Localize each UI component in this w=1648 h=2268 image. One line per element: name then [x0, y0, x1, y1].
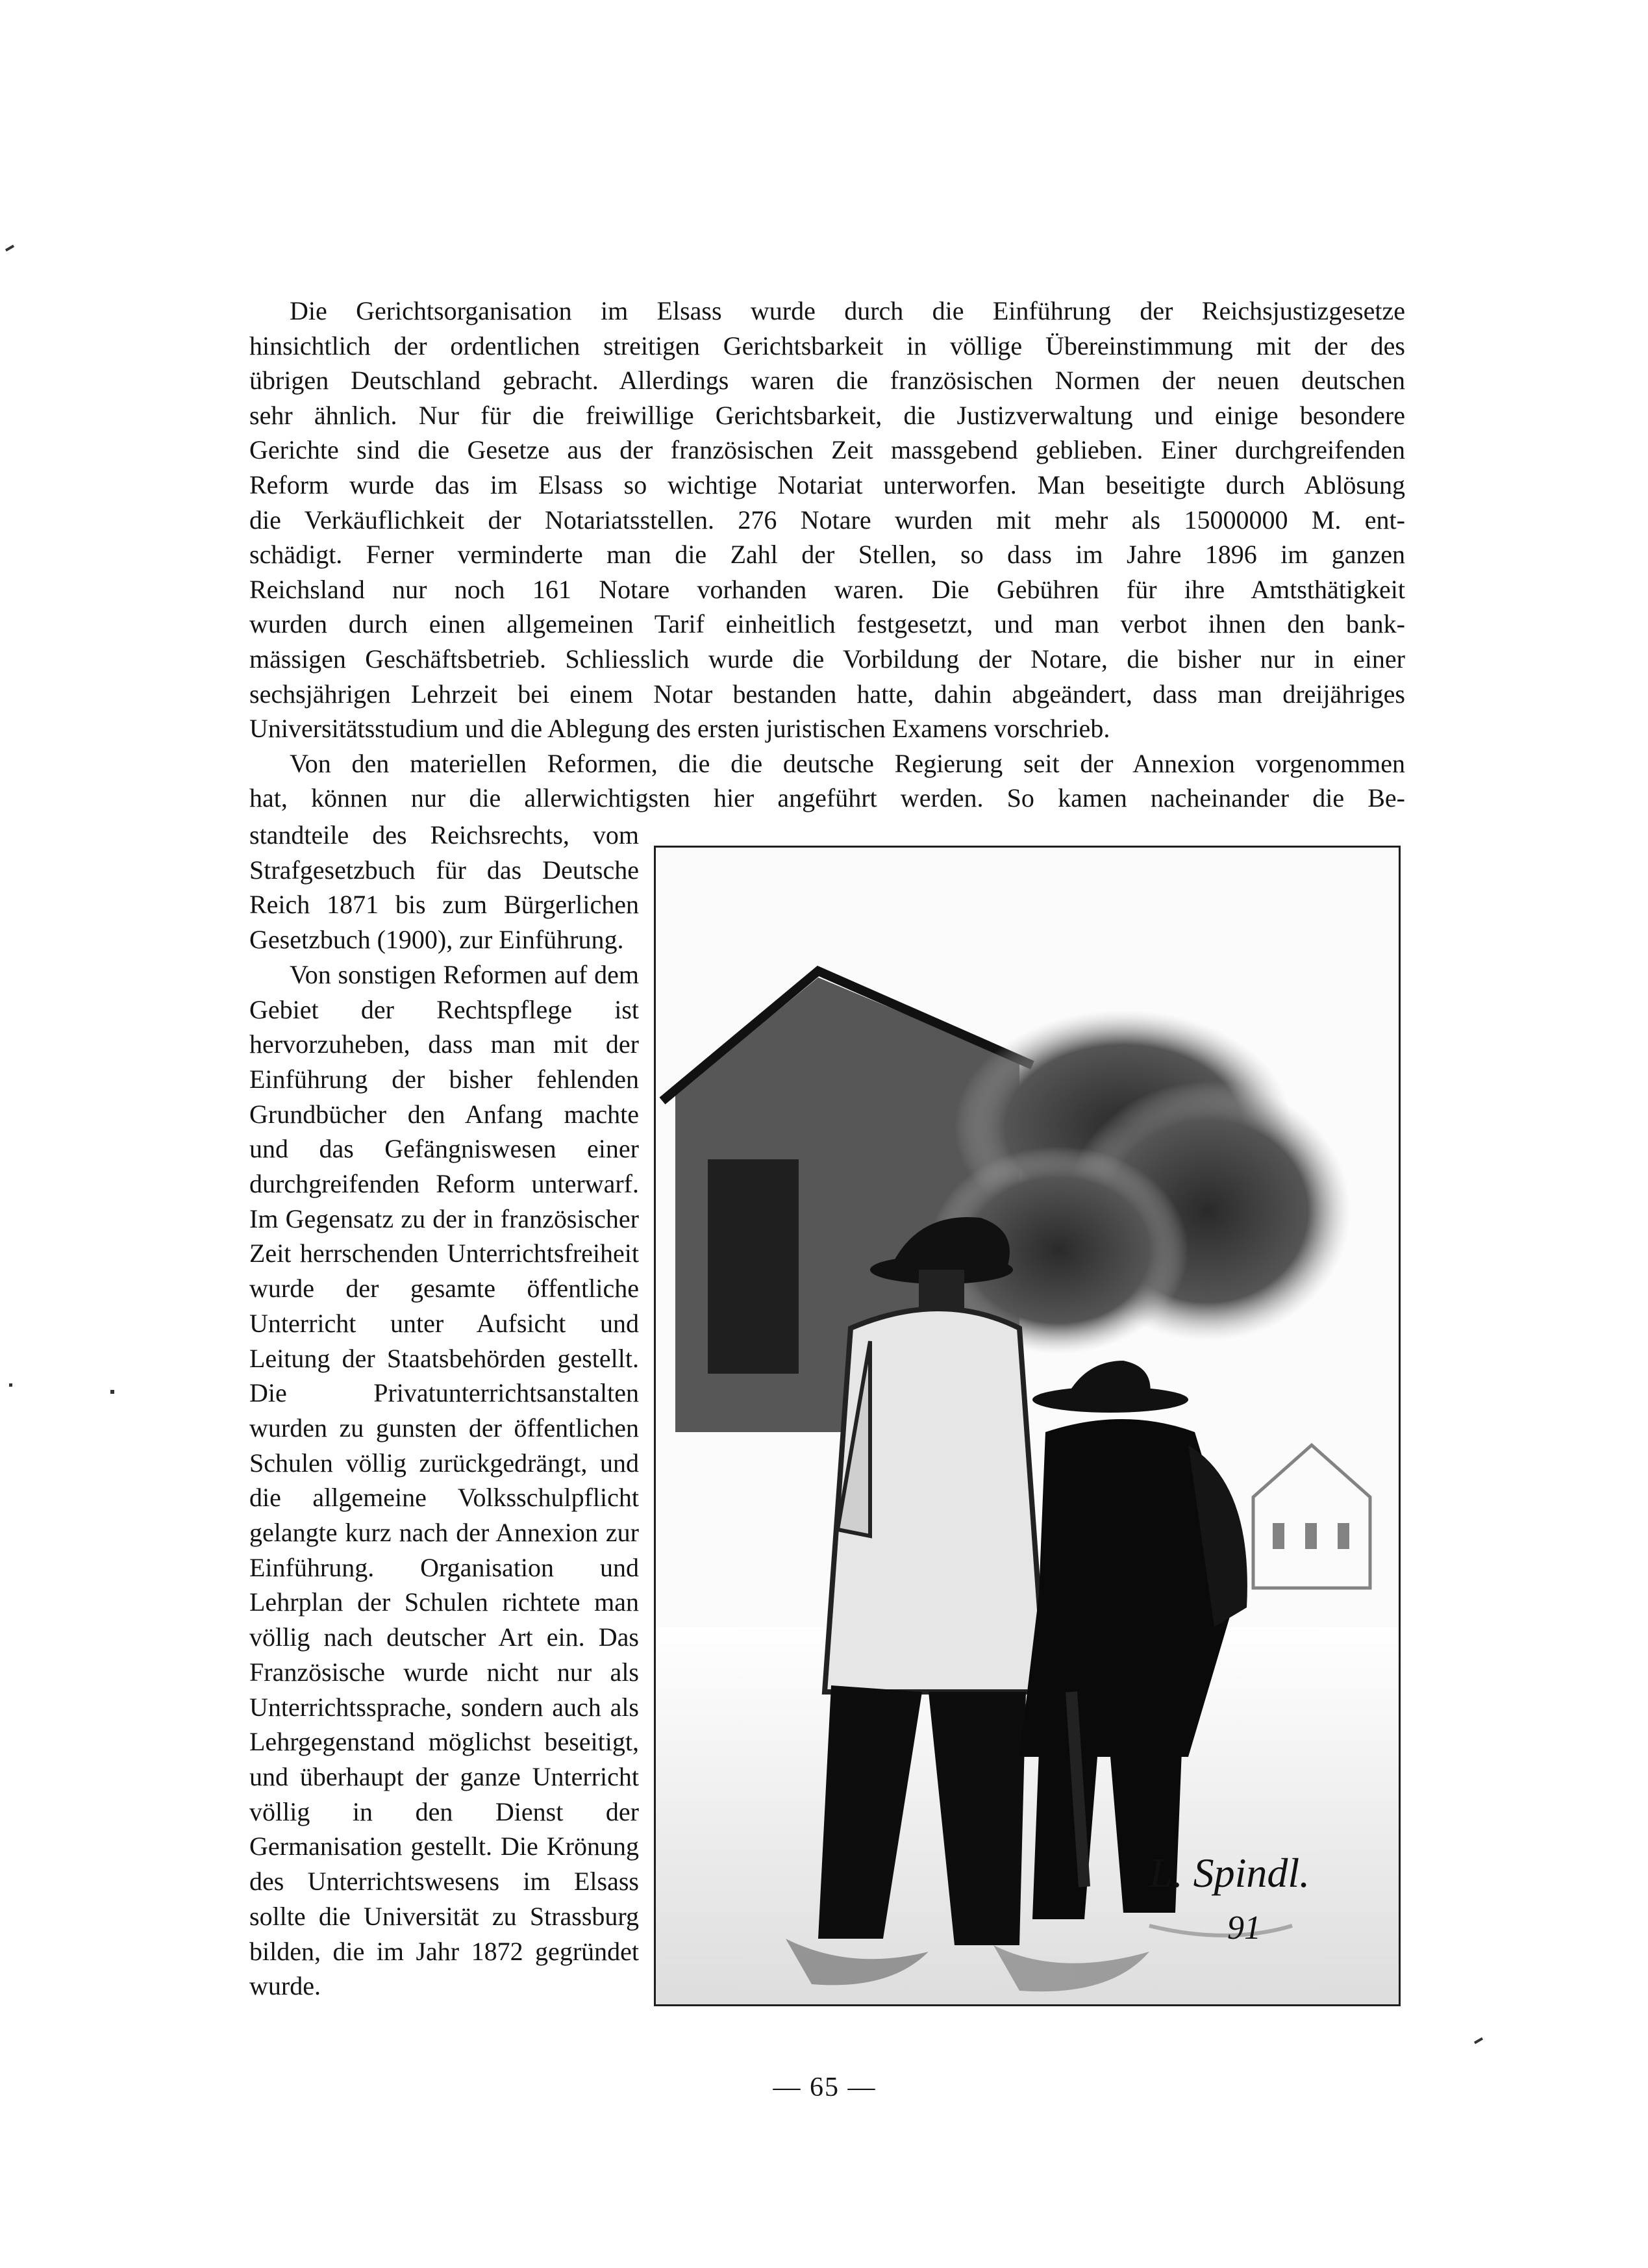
text-line: Reichsland nur noch 161 Notare vorhanden waren. Die Gebühren für ihre Amtsthätigkeit: [249, 574, 1405, 604]
text-line: sehr ähnlich. Nur für die freiwillige Gerichtsbarkeit, die Justizverwaltung und einige besondere: [249, 400, 1405, 430]
text-line: mässigen Geschäftsbetrieb. Schliesslich wurde die Vorbildung der Notare, die bisher nur in einer: [249, 644, 1405, 674]
text-line: wurden durch einen allgemeinen Tarif einheitlich festgesetzt, und man verbot ihnen den bank-: [249, 609, 1405, 639]
text-line: die Verkäuflichkeit der Notariatsstellen. 276 Notare wurden mit mehr als 15000000 M. ent-: [249, 505, 1405, 535]
text-line: Von den materiellen Reformen, die die deutsche Regierung seit der Annexion vorgenommen: [290, 748, 1405, 778]
text-line: Reform wurde das im Elsass so wichtige Notariat unterworfen. Man beseitigte durch Ablösung: [249, 470, 1405, 499]
text-line: Gerichte sind die Gesetze aus der französischen Zeit massgebend geblieben. Einer durchgreifenden: [249, 435, 1405, 465]
text-line: sechsjährigen Lehrzeit bei einem Notar bestanden hatte, dahin abgeändert, dass man dreijähriges: [249, 679, 1405, 709]
text-line: Die Gerichtsorganisation im Elsass wurde durch die Einführung der Reichsjustizgesetze: [290, 296, 1405, 325]
paragraph-material-reforms: [249, 746, 1405, 816]
scan-speck: [5, 245, 14, 251]
paragraph-material-reforms-continued: standteile des Reichsrechts, vom Strafgesetzbuch für das Deutsche Reich 1871 bis zum Bürgerlichen Gesetzbuch (1900), zur Einführung.: [249, 820, 639, 955]
text-line: hinsichtlich der ordentlichen streitigen Gerichtsbarkeit in völlige Übereinstimmung mit der des: [249, 331, 1405, 360]
text-line: schädigt. Ferner verminderte man die Zahl der Stellen, so dass im Jahre 1896 im ganzen: [249, 540, 1405, 570]
text-line: hat, können nur die allerwichtigsten hier angeführt werden. So kamen nacheinander die Be-: [249, 783, 1405, 813]
scan-speck: [110, 1390, 114, 1394]
page-number: — 65 —: [773, 2073, 877, 2102]
illustration-two-men: [654, 846, 1401, 2006]
paragraph-judicial-organisation: [249, 294, 1405, 711]
scan-speck: [1474, 2037, 1483, 2044]
scan-speck: [9, 1383, 12, 1387]
paragraph-end-line: [249, 711, 1405, 746]
paragraph-other-reforms: Von sonstigen Reformen auf dem Gebiet der Rechtspflege ist hervorzuheben, dass man mit der Einführung der bisher fehlenden Grundbücher den Anfang machte und das Gefängniswesen einer durchgreifenden Reform unterwarf. Im Gegensatz zu der in französischer Zeit herrschenden Unterrichtsfreiheit wurde der gesamte öffentliche Unterricht unter Aufsicht und Leitung der Staatsbehörden gestellt. Die Privatunterrichtsanstalten wurden zu gunsten der öffentlichen Schulen völlig zurückgedrängt, und die allgemeine Volksschulpflicht gelangte kurz nach der Annexion zur Einführung. Organisation und Lehrplan der Schulen richtete man völlig nach deutscher Art ein. Das Französische wurde nicht nur als Unterrichtssprache, sondern auch als Lehrgegenstand möglichst beseitigt, und überhaupt der ganze Unterricht völlig in den Dienst der Germanisation gestellt. Die Krönung des Unterrichtswesens im Elsass sollte die Universität zu Strassburg bilden, die im Jahr 1872 gegründet wurde.: [249, 959, 639, 2001]
illustration-drawing: [656, 848, 1399, 2004]
artist-signature: L. Spindl.: [1149, 1850, 1310, 1896]
artist-signature-year: 91: [1227, 1909, 1261, 1947]
left-column-text: [249, 818, 639, 2004]
main-text-block: [249, 294, 1405, 816]
text-line: übrigen Deutschland gebracht. Allerdings waren die französischen Normen der neuen deutschen: [249, 366, 1405, 396]
text-line: Universitätsstudium und die Ablegung des ersten juristischen Examens vorschrieb.: [249, 714, 1110, 744]
